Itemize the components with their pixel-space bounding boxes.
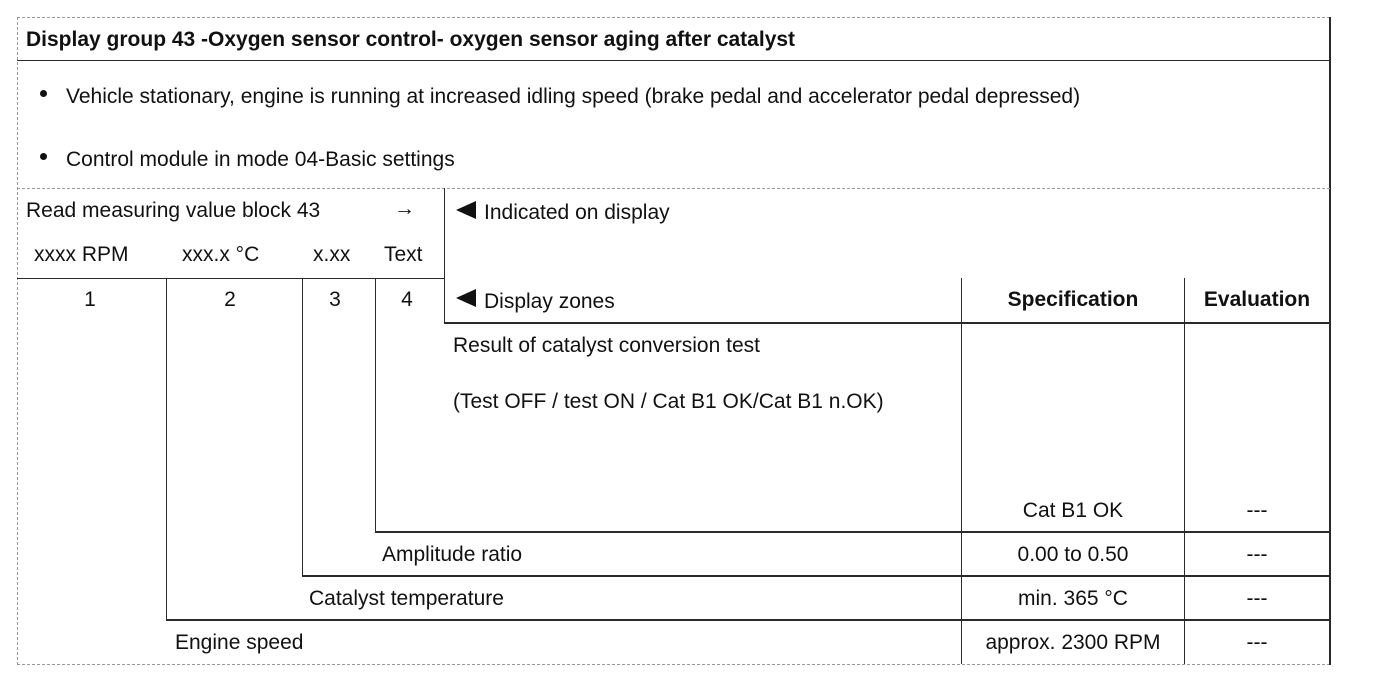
pointer-left-icon [456,201,476,219]
specification-header: Specification [1007,288,1139,311]
row-specification: min. 365 °C [1018,587,1128,610]
zone3-divider [375,278,376,533]
bullet-icon [40,90,47,97]
field-text: Text [384,243,423,266]
display-zones-label: Display zones [484,290,615,313]
condition-item: Vehicle stationary, engine is running at increased idling speed (brake pedal and accelerator pedal depressed) [66,85,1081,108]
fields-divider [17,278,445,279]
zone-number: 2 [224,288,236,311]
row-description: Result of catalyst conversion test [453,334,760,357]
bullet-icon [40,153,47,160]
zone1-divider [166,278,167,621]
read-block-label: Read measuring value block 43 [26,199,321,222]
row3-bottom [302,575,1331,577]
row-evaluation: --- [1246,631,1268,654]
zone-number: 1 [84,288,96,311]
frame-left [17,17,18,665]
row-evaluation: --- [1246,543,1268,566]
row4-bottom [375,531,1331,533]
row-evaluation: --- [1246,499,1268,522]
conditions-divider [17,188,1330,189]
zone2-divider [302,278,303,577]
zone-number: 3 [329,288,341,311]
frame-bottom [17,664,1330,665]
header-divider [444,322,1331,324]
field-rpm: xxxx RPM [34,243,129,266]
row-description: Engine speed [175,631,304,654]
frame-right [1329,17,1331,665]
row-evaluation: --- [1246,587,1268,610]
page-title: Display group 43 -Oxygen sensor control- oxygen sensor aging after catalyst [26,28,796,51]
row-description: Catalyst temperature [309,587,504,610]
row-description: Amplitude ratio [382,543,523,566]
zone-number: 4 [401,288,413,311]
row-specification: approx. 2300 RPM [985,631,1161,654]
row-specification: 0.00 to 0.50 [1017,543,1129,566]
row-note: (Test OFF / test ON / Cat B1 OK/Cat B1 n.OK) [453,390,884,413]
row2-bottom [166,619,1331,621]
title-divider [17,60,1331,61]
frame-top [17,17,1330,18]
right-arrow-icon: → [394,197,415,220]
pointer-left-icon [456,289,476,307]
indicated-divider [444,188,445,324]
field-temperature: xxx.x °C [182,243,260,266]
evaluation-header: Evaluation [1203,288,1311,311]
indicated-label: Indicated on display [484,201,670,224]
field-ratio: x.xx [313,243,351,266]
row-specification: Cat B1 OK [1022,499,1124,522]
condition-item: Control module in mode 04-Basic settings [66,148,455,171]
